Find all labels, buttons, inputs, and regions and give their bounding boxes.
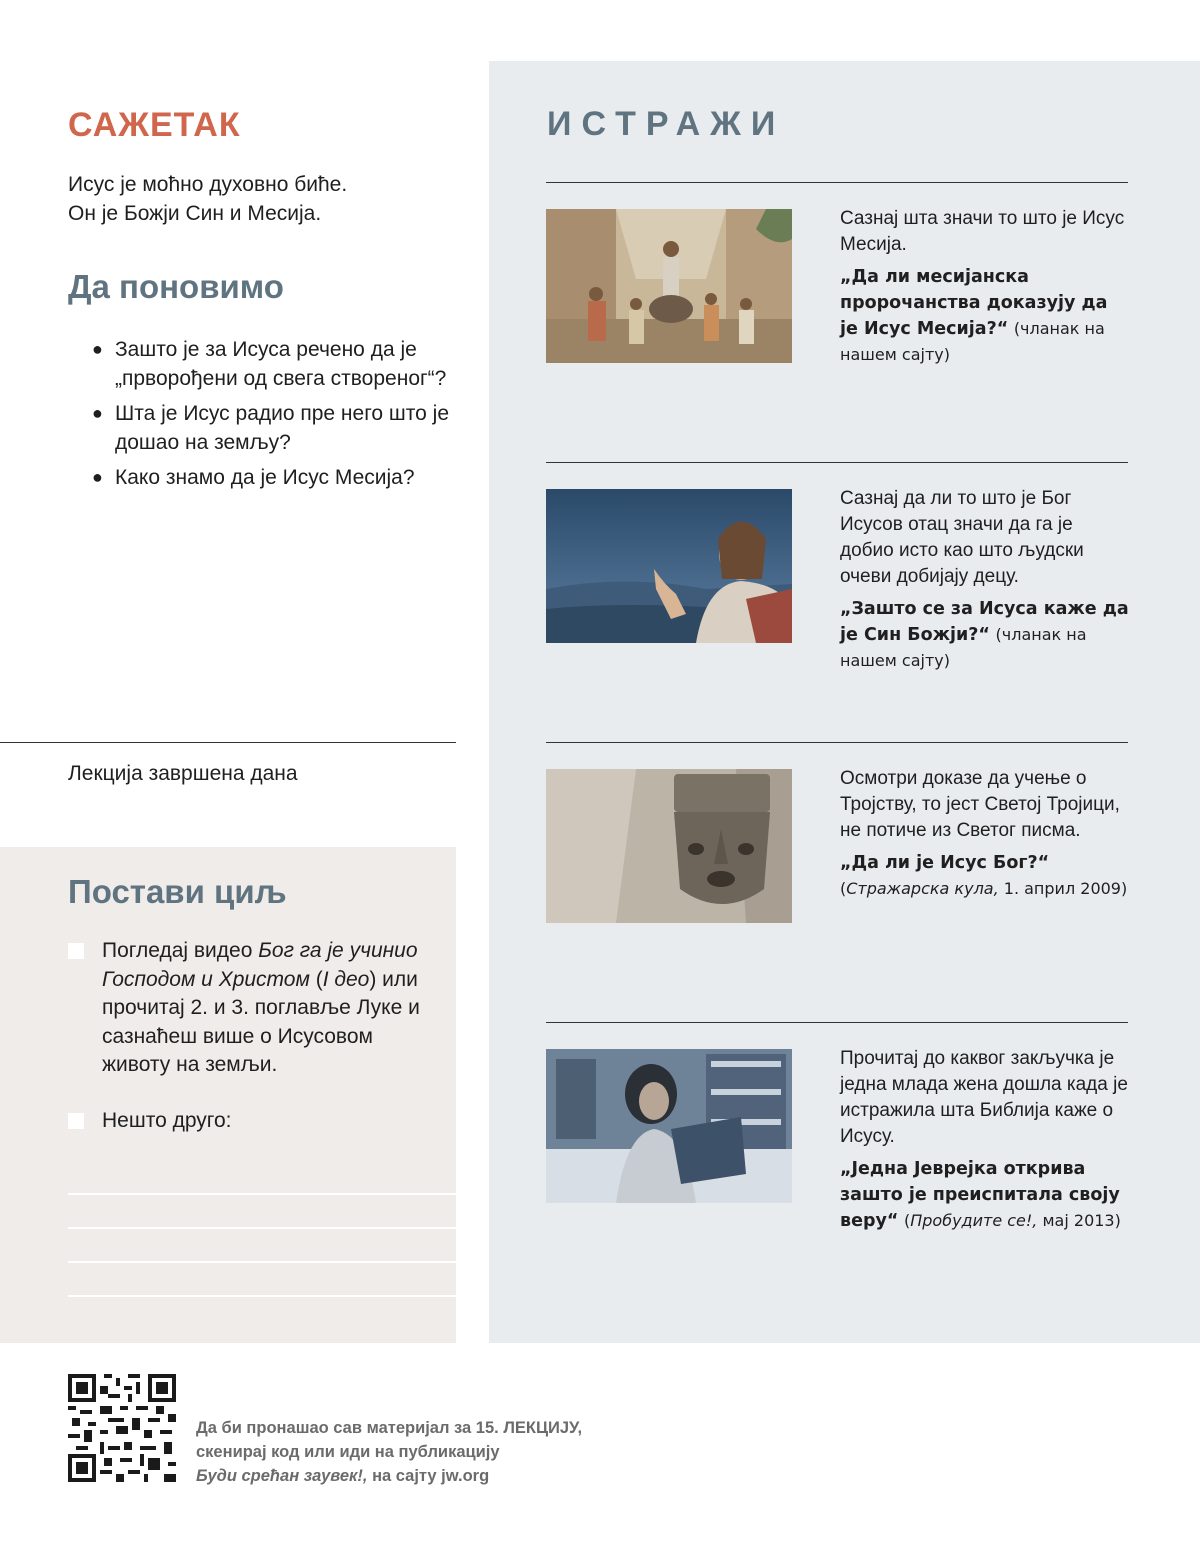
goal-option-other [68, 1107, 438, 1136]
entry-text [840, 766, 1130, 902]
article-source-note: (чланак на нашем сајту) [840, 625, 1087, 670]
explore-entry[interactable] [546, 182, 1128, 442]
summary-text [68, 170, 448, 228]
explore-entry[interactable] [546, 462, 1128, 722]
write-in-lines[interactable] [68, 1161, 456, 1297]
entry-description: Сазнај да ли то што је Бог Исусов отац значи да га је добио исто као што људски очеви добијају децу. [840, 488, 1084, 587]
video-title: Бог га је учинио Господом и Христом [102, 939, 418, 991]
article-source-note: (чланак на нашем сајту) [840, 319, 1105, 364]
entry-text [840, 486, 1130, 674]
bullet-icon: ● [92, 403, 103, 423]
footer-line-3 [196, 1464, 582, 1488]
bullet-icon: ● [92, 339, 103, 359]
divider [546, 1022, 1128, 1023]
publication-title: Стражарска кула, [846, 879, 999, 898]
publication-title: Пробудите се!, [910, 1211, 1038, 1230]
article-title[interactable]: „Једна Јеврејка открива зашто је преиспитала своју веру“ [840, 1159, 1120, 1231]
entry-description: Осмотри доказе да учење о Тројству, то јест Светој Тројици, не потиче из Светог писма. [840, 768, 1120, 841]
entry-image-woman-reading[interactable] [546, 1049, 792, 1203]
summary-line-2: Он је Божји Син и Месија. [68, 202, 322, 225]
entry-reference[interactable] [840, 1156, 1130, 1234]
write-line[interactable] [68, 1195, 456, 1229]
goal-checkbox[interactable] [68, 1113, 84, 1129]
footer-text [196, 1416, 582, 1488]
article-source-note: (Стражарска кула, 1. април 2009) [840, 879, 1128, 898]
article-title[interactable]: „Да ли месијанска пророчанства доказују да је Исус Месија?“ [840, 267, 1108, 339]
summary-line-1: Исус је моћно духовно биће. [68, 173, 348, 196]
qr-code-icon[interactable] [68, 1374, 176, 1482]
review-question-list [92, 335, 452, 498]
publication-date: 1. април 2009) [998, 879, 1128, 898]
explore-panel [489, 61, 1200, 1343]
summary-title: САЖЕТАК [68, 106, 241, 144]
entry-reference[interactable] [840, 596, 1130, 674]
entry-image-jesus-entering-jerusalem[interactable] [546, 209, 792, 363]
entry-text [840, 206, 1130, 368]
entry-description: Прочитај до каквог закључка је једна млада жена дошла када је истражила шта Библија каже о Исусу. [840, 1048, 1128, 1147]
entry-description: Сазнај шта значи то што је Исус Месија. [840, 208, 1125, 255]
article-source-note: (Пробудите се!, мај 2013) [903, 1211, 1121, 1230]
footer-line-1: Да би пронашао сав материјал за 15. ЛЕКЦИЈУ, [196, 1419, 583, 1437]
publication-name[interactable]: Буди срећан заувек!, [196, 1467, 368, 1485]
review-question-text: Како знамо да је Исус Месија? [115, 466, 415, 489]
goal-section [0, 847, 456, 1343]
video-part: I део [322, 967, 370, 991]
review-title: Да поновимо [68, 268, 284, 305]
divider [546, 462, 1128, 463]
publication-date: мај 2013) [1037, 1211, 1121, 1230]
review-question [92, 463, 452, 492]
article-title[interactable]: „Зашто се за Исуса каже да је Син Божји?“ [840, 599, 1129, 645]
explore-entry[interactable] [546, 742, 1128, 1002]
divider [546, 742, 1128, 743]
divider [0, 742, 456, 743]
entry-text [840, 1046, 1130, 1234]
review-question [92, 399, 452, 457]
entry-reference[interactable] [840, 850, 1130, 902]
entry-reference[interactable] [840, 264, 1130, 368]
explore-title: ИСТРАЖИ [547, 105, 786, 143]
bullet-icon: ● [92, 467, 103, 487]
goal-checkbox[interactable] [68, 943, 84, 959]
explore-entry[interactable] [546, 1022, 1128, 1282]
review-question-text: Зашто је за Исуса речено да је „прворођени од свега створеног“? [115, 338, 447, 390]
goal-text: ) или прочитај 2. и 3. поглавље Луке и сазнаћеш више о Исусовом животу на земљи. [102, 967, 420, 1076]
goal-option-video [68, 937, 438, 1080]
write-line[interactable] [68, 1229, 456, 1263]
write-line[interactable] [68, 1263, 456, 1297]
entry-image-jesus-praying[interactable] [546, 489, 792, 643]
entry-image-trinity-sculpture[interactable] [546, 769, 792, 923]
footer-site: на сајту jw.org [367, 1467, 490, 1485]
review-question-text: Шта је Исус радио пре него што је дошао на земљу? [115, 402, 450, 454]
review-question [92, 335, 452, 393]
article-title[interactable]: „Да ли је Исус Бог?“ [840, 853, 1050, 873]
goal-text: Погледај видео [102, 939, 259, 962]
lesson-completed-label: Лекција завршена дана [68, 762, 298, 785]
divider [546, 182, 1128, 183]
goal-text: Нешто друго: [102, 1109, 232, 1132]
goal-text: ( [309, 967, 323, 991]
goal-title: Постави циљ [68, 873, 287, 910]
footer-line-2: скенирај код или иди на публикацију [196, 1443, 500, 1461]
write-line[interactable] [68, 1161, 456, 1195]
